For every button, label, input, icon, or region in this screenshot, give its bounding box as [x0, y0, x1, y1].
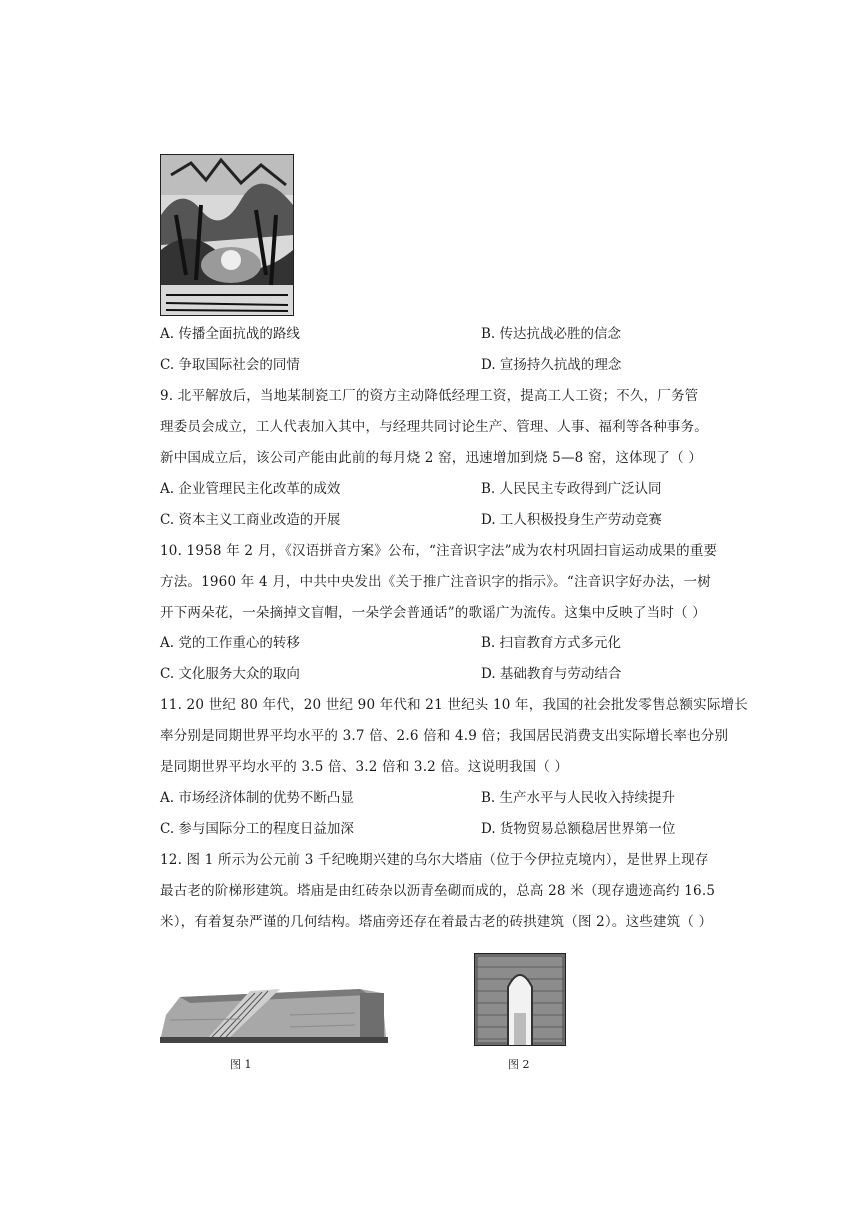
q10-stem-line-3: 开下两朵花，一朵摘掉文盲帽，一朵学会普通话”的歌谣广为流传。这集中反映了当时（ ）	[160, 605, 706, 621]
q12-stem-line-3: 米），有着复杂严谨的几何结构。塔庙旁还存在着最古老的砖拱建筑（图 2）。这些建筑（ ）	[160, 914, 713, 930]
q12-stem-line-2: 最古老的阶梯形建筑。塔庙是由红砖杂以沥青垒砌而成的，总高 28 米（现存遗迹高约 16.5	[160, 883, 716, 899]
q9-option-d: D. 工人积极投身生产劳动竞赛	[481, 512, 662, 528]
q10-option-a: A. 党的工作重心的转移	[160, 635, 300, 651]
figure-2-caption: 图 2	[508, 1058, 530, 1071]
q11-stem-line-3: 是同期世界平均水平的 3.5 倍、3.2 倍和 3.2 倍。这说明我国（ ）	[160, 759, 569, 775]
q8-option-c: C. 争取国际社会的同情	[160, 357, 300, 373]
q9-option-b: B. 人民民主专政得到广泛认同	[481, 481, 662, 497]
q10-option-c: C. 文化服务大众的取向	[160, 666, 300, 682]
q11-option-d: D. 货物贸易总额稳居世界第一位	[481, 821, 676, 837]
q10-option-d: D. 基础教育与劳动结合	[481, 666, 622, 682]
q11-option-b: B. 生产水平与人民收入持续提升	[481, 790, 676, 806]
q9-option-c: C. 资本主义工商业改造的开展	[160, 512, 341, 528]
q10-stem-line-2: 方法。1960 年 4 月，中共中央发出《关于推广注音识字的指示》。“注音识字好办法，一树	[160, 574, 711, 590]
q8-option-d: D. 宣扬持久抗战的理念	[481, 357, 622, 373]
woodcut-illustration	[160, 154, 294, 316]
q9-stem-line-2: 理委员会成立，工人代表加入其中，与经理共同讨论生产、管理、人事、福利等各种事务。	[160, 419, 708, 435]
q10-stem-line-1: 10. 1958 年 2 月，《汉语拼音方案》公布，“注音识字法”成为农村巩固扫盲运动成果的重要	[160, 543, 718, 559]
q8-option-b: B. 传达抗战必胜的信念	[481, 326, 622, 342]
figure-1-caption: 图 1	[230, 1058, 252, 1071]
q11-stem-line-2: 率分别是同期世界平均水平的 3.7 倍、2.6 倍和 4.9 倍；我国居民消费支出实际增长率也分别	[160, 728, 729, 744]
q9-stem-line-3: 新中国成立后，该公司产能由此前的每月烧 2 窑，迅速增加到烧 5—8 窑，这体现了（ ）	[160, 450, 703, 466]
q9-option-a: A. 企业管理民主化改革的成效	[160, 481, 341, 497]
q12-stem-line-1: 12. 图 1 所示为公元前 3 千纪晚期兴建的乌尔大塔庙（位于今伊拉克境内），是世界上现存	[160, 852, 709, 868]
q11-option-c: C. 参与国际分工的程度日益加深	[160, 821, 354, 837]
q11-stem-line-1: 11. 20 世纪 80 年代，20 世纪 90 年代和 21 世纪头 10 年，我国的社会批发零售总额实际增长	[160, 697, 748, 713]
brick-arch-photo	[474, 953, 566, 1046]
ziggurat-photo	[160, 975, 388, 1045]
q11-option-a: A. 市场经济体制的优势不断凸显	[160, 790, 354, 806]
q10-option-b: B. 扫盲教育方式多元化	[481, 635, 622, 651]
q9-stem-line-1: 9. 北平解放后，当地某制瓷工厂的资方主动降低经理工资，提高工人工资；不久，厂务管	[160, 388, 699, 404]
q8-option-a: A. 传播全面抗战的路线	[160, 326, 300, 342]
